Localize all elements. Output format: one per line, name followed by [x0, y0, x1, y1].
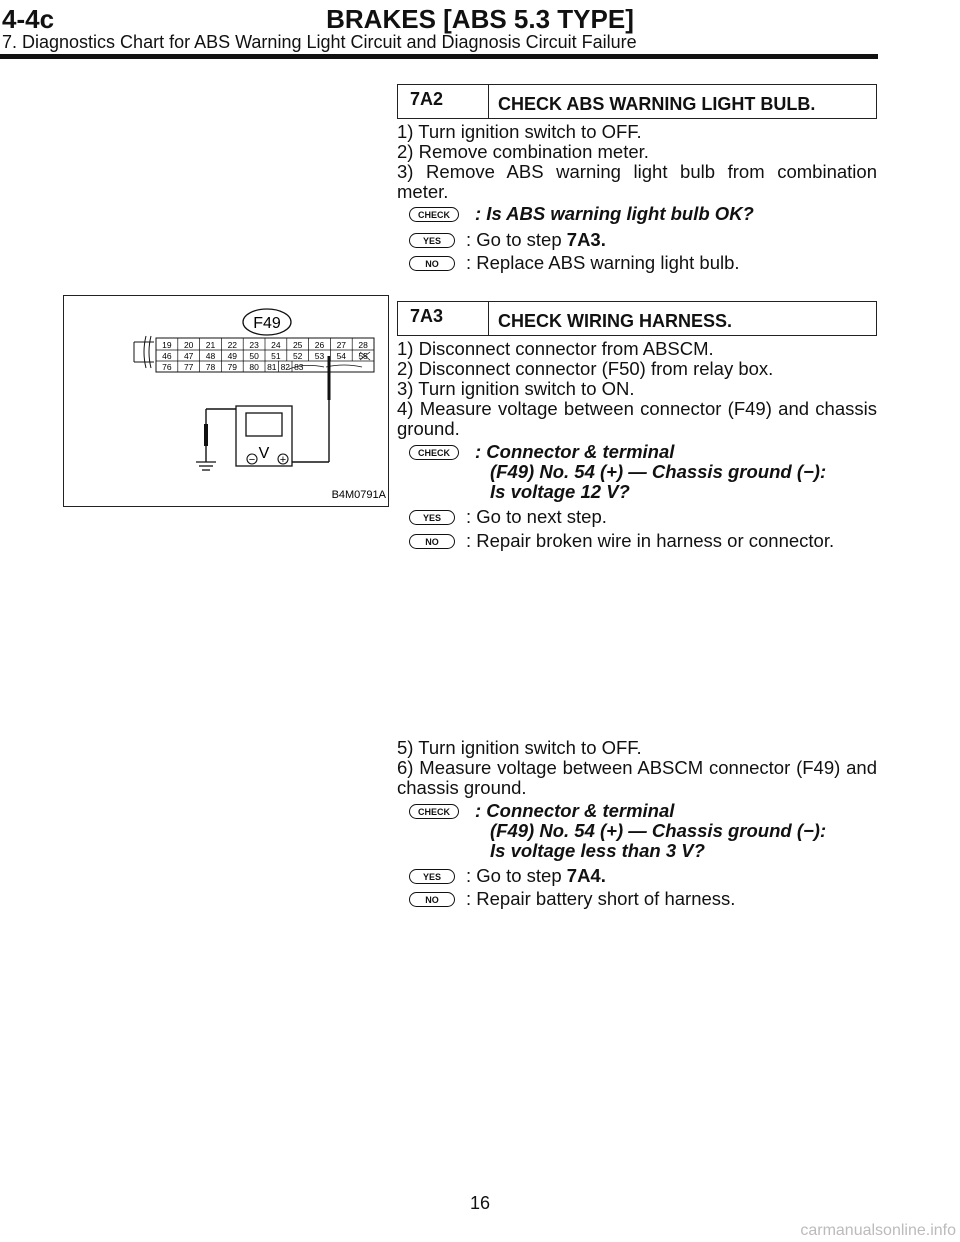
connector-label: F49 [253, 315, 281, 332]
connector-pin-number: 23 [249, 340, 259, 350]
connector-pin-number: 50 [249, 351, 259, 361]
page-title: BRAKES [ABS 5.3 TYPE] [326, 4, 634, 34]
check-question-line: Is voltage 12 V? [490, 481, 630, 502]
watermark: carmanualsonline.info [800, 1222, 956, 1239]
step-7a2-header [397, 84, 877, 119]
check-question-line: (F49) No. 54 (+) — Chassis ground (−): [490, 820, 827, 841]
instruction-line: 3) Turn ignition switch to ON. [397, 378, 635, 399]
instruction-line: 6) Measure voltage between ABSCM connector (F49) and [397, 757, 877, 778]
connector-pin-number: 46 [162, 351, 172, 361]
step-divider [488, 302, 489, 335]
connector-pin-number: 22 [227, 340, 238, 350]
instruction-line: chassis ground. [397, 777, 527, 798]
check-question-line: (F49) No. 54 (+) — Chassis ground (−): [490, 461, 827, 482]
connector-pin-number: 55 [358, 351, 368, 361]
instruction-line: 4) Measure voltage between connector (F49) and chassis [397, 398, 877, 419]
step-7a2-body [397, 122, 877, 282]
check-badge-icon: CHECK [409, 445, 459, 460]
minus-symbol: − [248, 454, 256, 466]
connector-pin-number: 76 [162, 362, 172, 372]
step-number: 7A3 [410, 306, 444, 326]
check-badge-icon: CHECK [409, 207, 459, 222]
connector-pin-number: 47 [183, 351, 194, 361]
wiring-figure [63, 295, 389, 507]
instruction-line: meter. [397, 181, 449, 202]
voltmeter-display [246, 413, 282, 436]
check-question-line: : Connector & terminal [475, 441, 675, 462]
instruction-line: 2) Remove combination meter. [397, 141, 649, 162]
yes-answer-text: : Go to step [466, 865, 567, 886]
step-7a3-body [397, 339, 877, 909]
header-rule [0, 54, 878, 59]
yes-badge-icon: YES [409, 510, 455, 525]
yes-badge-icon: YES [409, 233, 455, 248]
step-title: CHECK WIRING HARNESS. [498, 311, 733, 331]
connector-pin-number: 82 [280, 362, 291, 372]
check-question-line: : Connector & terminal [475, 800, 675, 821]
connector-pin-number: 54 [336, 351, 347, 361]
instruction-line: 1) Disconnect connector from ABSCM. [397, 338, 714, 359]
connector-pin-number: 52 [292, 351, 303, 361]
wiring-diagram [64, 296, 388, 506]
connector-pin-number: 24 [271, 340, 281, 350]
wire-curve [326, 365, 362, 367]
check-question: : Is ABS warning light bulb OK? [475, 203, 754, 224]
yes-badge-icon: YES [409, 869, 455, 884]
page-number: 16 [469, 1193, 491, 1213]
figure-caption: B4M0791A [331, 489, 386, 501]
step-title: CHECK ABS WARNING LIGHT BULB. [498, 94, 816, 114]
connector-pin-number: 78 [205, 362, 216, 372]
instruction-line: 5) Turn ignition switch to OFF. [397, 737, 642, 758]
yes-answer-text: : Go to step [466, 229, 567, 250]
break-mark [144, 336, 146, 368]
step-7a3-header [397, 301, 877, 336]
no-badge-icon: NO [409, 892, 455, 907]
yes-answer: : Go to next step. [466, 506, 607, 527]
break-mark [149, 336, 151, 368]
no-badge-icon: NO [409, 256, 455, 271]
connector-pin-number: 51 [271, 351, 281, 361]
connector-pin-number: 27 [336, 340, 347, 350]
connector-pin-number: 20 [183, 340, 194, 350]
no-answer: : Replace ABS warning light bulb. [466, 252, 740, 273]
section-code: 4-4c [2, 4, 55, 34]
no-answer: : Repair battery short of harness. [466, 888, 736, 909]
connector-pin-number: 26 [314, 340, 325, 350]
plus-symbol: + [279, 454, 287, 466]
step-reference: 7A4. [566, 865, 606, 886]
step-number: 7A2 [410, 89, 444, 109]
no-answer: : Repair broken wire in harness or connector. [466, 530, 835, 551]
connector-pin-number: 48 [205, 351, 216, 361]
yes-answer [466, 230, 606, 250]
no-badge-icon: NO [409, 534, 455, 549]
voltmeter-label: V [258, 445, 270, 462]
step-divider [488, 85, 489, 118]
yes-answer [466, 866, 606, 886]
page-subtitle: 7. Diagnostics Chart for ABS Warning Light Circuit and Diagnosis Circuit Failure [2, 32, 637, 52]
instruction-line: 3) Remove ABS warning light bulb from combination [397, 161, 877, 182]
connector-pin-number: 49 [227, 351, 238, 361]
connector-pin-number: 81 [267, 362, 277, 372]
step-reference: 7A3. [566, 229, 606, 250]
connector-pin-number: 28 [358, 340, 368, 350]
check-badge-icon: CHECK [409, 804, 459, 819]
connector-pin-number: 25 [292, 340, 303, 350]
connector-pin-number: 53 [314, 351, 325, 361]
connector-pin-number: 80 [249, 362, 259, 372]
connector-pin-number: 79 [227, 362, 238, 372]
instruction-line: 1) Turn ignition switch to OFF. [397, 121, 642, 142]
connector-pin-number: 83 [294, 362, 304, 372]
connector-pin-number: 21 [205, 340, 216, 350]
connector-pin-number: 19 [162, 340, 172, 350]
instruction-line: ground. [397, 418, 460, 439]
connector-pin-number: 77 [183, 362, 194, 372]
instruction-line: 2) Disconnect connector (F50) from relay box. [397, 358, 774, 379]
check-question-line: Is voltage less than 3 V? [490, 840, 705, 861]
